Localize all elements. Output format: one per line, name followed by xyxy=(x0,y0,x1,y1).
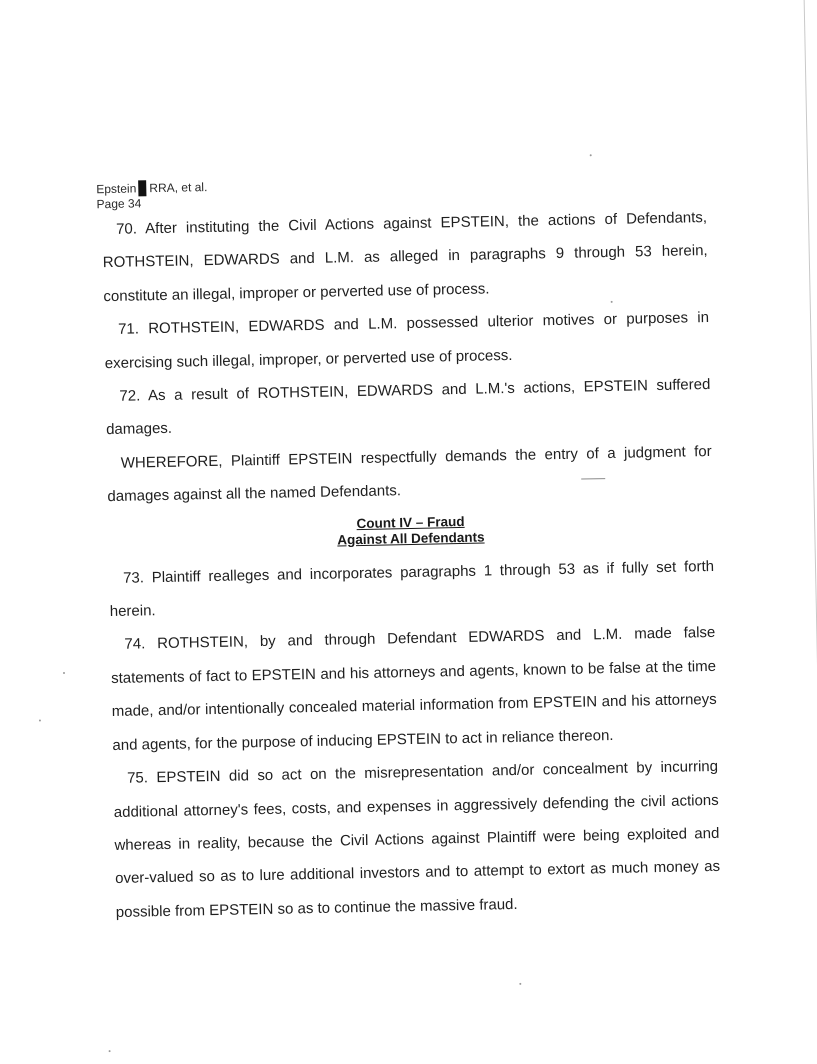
paragraph-75: 75. EPSTEIN did so act on the misrepresentation and/or concealment by incurring additional attorney's fees, costs, and expenses in aggressively defending the civil actions whereas in reality, because the Civil Actions against Plaintiff were being exploited and over-valued so as to lure additional investors and to attempt to extort as much money as possible from EPSTEIN so as to continue the massive fraud. xyxy=(113,757,721,921)
scan-speck xyxy=(63,672,65,674)
page-number: Page 34 xyxy=(96,196,142,212)
scan-speck xyxy=(519,983,521,985)
scan-speck xyxy=(590,154,592,156)
case-name-after: RRA, et al. xyxy=(149,180,208,196)
case-caption xyxy=(96,179,207,197)
page-header xyxy=(96,179,208,211)
case-name-before: Epstein xyxy=(96,181,137,197)
scan-speck xyxy=(611,301,613,303)
paragraph-74: 74. ROTHSTEIN, by and through Defendant EDWARDS and L.M. made false statements of fact to EPSTEIN and his attorneys and agents, known to be false at the time made, and/or intentionally concealed material information from EPSTEIN and his attorneys and agents, for the purpose of inducing EPSTEIN to act in reliance thereon. xyxy=(110,624,717,754)
paragraph-73: 73. Plaintiff realleges and incorporates paragraphs 1 through 53 as if fully set forth herein. xyxy=(109,557,715,621)
redaction-block xyxy=(138,180,146,196)
paragraph-70: 70. After instituting the Civil Actions against EPSTEIN, the actions of Defendants, ROTHSTEIN, EDWARDS and L.M. as alleged in paragraphs 9 through 53 herein, constitute an illegal, improper or perverted use of process. xyxy=(102,208,708,305)
scan-speck xyxy=(109,1050,111,1052)
page-edge-line xyxy=(803,0,817,1048)
paragraph-72: 72. As a result of ROTHSTEIN, EDWARDS and L.M.'s actions, EPSTEIN suffered damages. xyxy=(105,375,711,439)
wherefore-clause: WHEREFORE, Plaintiff EPSTEIN respectfully demands the entry of a judgment for damages against all the named Defendants. xyxy=(107,442,712,506)
scan-speck xyxy=(39,719,41,721)
count-title: Count IV – Fraud xyxy=(356,513,465,531)
document-body xyxy=(102,201,721,929)
paragraph-71: 71. ROTHSTEIN, EDWARDS and L.M. possessed ulterior motives or purposes in exercising such illegal, improper, or perverted use of process. xyxy=(104,309,710,372)
count-subtitle: Against All Defendants xyxy=(337,529,485,548)
count-heading xyxy=(108,509,714,553)
